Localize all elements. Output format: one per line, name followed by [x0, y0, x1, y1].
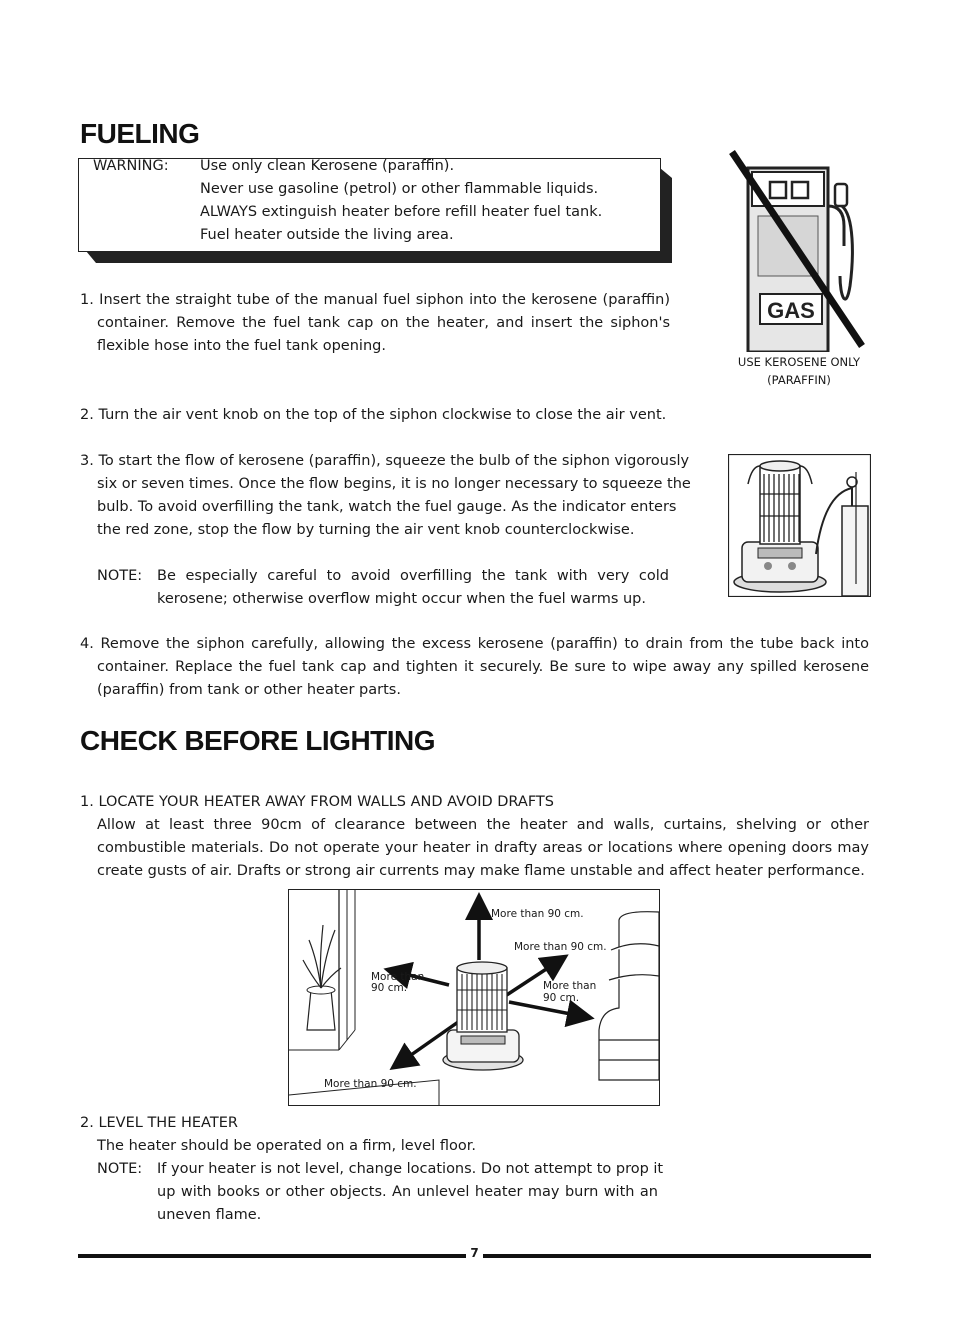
clearance-label-upper-right: More than 90 cm. [514, 941, 607, 953]
item-text: The heater should be operated on a firm, level floor. [97, 1138, 476, 1154]
step-text: (paraffin) from tank or other heater parts. [97, 682, 401, 698]
note-text: up with books or other objects. An unlevel heater may burn with an [157, 1184, 658, 1200]
gas-sign-text: GAS [767, 298, 815, 323]
step-text: flexible hose into the fuel tank opening. [97, 338, 386, 354]
pump-caption [722, 353, 876, 389]
item-heading: 2. LEVEL THE HEATER [80, 1115, 238, 1131]
warning-box-shadow [660, 168, 672, 263]
warning-line: Never use gasoline (petrol) or other flammable liquids. [200, 181, 599, 197]
item-text: create gusts of air. Drafts or strong air currents may make flame unstable and affect heater performance. [97, 863, 865, 879]
step-text: the red zone, stop the flow by turning the air vent knob counterclockwise. [97, 522, 635, 538]
step-text: 4. Remove the siphon carefully, allowing the excess kerosene (paraffin) to drain from the tube back into [80, 636, 869, 652]
clearance-label-left: More than [371, 971, 425, 983]
note-text: If your heater is not level, change locations. Do not attempt to prop it [157, 1161, 664, 1177]
check-title: CHECK BEFORE LIGHTING [80, 725, 436, 756]
item-text: Allow at least three 90cm of clearance between the heater and walls, curtains, shelving or other [97, 817, 869, 833]
clearance-figure-drawing [289, 890, 659, 1105]
pump-caption-line: (PARAFFIN) [767, 373, 831, 387]
warning-line: Fuel heater outside the living area. [200, 227, 454, 243]
warning-line: ALWAYS extinguish heater before refill heater fuel tank. [200, 204, 603, 220]
note-text: Be especially careful to avoid overfilling the tank with very cold [157, 568, 669, 584]
step-text: six or seven times. Once the flow begins, it is no longer necessary to squeeze the [97, 476, 691, 492]
step-text: 3. To start the flow of kerosene (paraffin), squeeze the bulb of the siphon vigorously [80, 453, 690, 469]
warning-label: WARNING: [93, 158, 169, 174]
clearance-label-top: More than 90 cm. [491, 908, 584, 920]
item-text: combustible materials. Do not operate your heater in drafty areas or locations where opening doors may [97, 840, 869, 856]
no-gasoline-pump-illustration [722, 146, 872, 352]
note-label: NOTE: [97, 1161, 143, 1177]
fueling-title: FUELING [80, 118, 200, 149]
step-text: container. Replace the fuel tank cap and tighten it securely. Be sure to wipe away any spilled kerosene [97, 659, 869, 675]
footer-rule-right [483, 1254, 871, 1258]
note-text: uneven flame. [157, 1207, 262, 1223]
clearance-label-right: 90 cm. [543, 992, 580, 1004]
item-heading: 1. LOCATE YOUR HEATER AWAY FROM WALLS AND AVOID DRAFTS [80, 794, 554, 810]
warning-line: Use only clean Kerosene (paraffin). [200, 158, 455, 174]
pump-caption-line: USE KEROSENE ONLY [737, 355, 861, 369]
footer-rule-left [78, 1254, 466, 1258]
step-text: 1. Insert the straight tube of the manual fuel siphon into the kerosene (paraffin) [80, 292, 670, 308]
note-label: NOTE: [97, 568, 143, 584]
clearance-label-left: 90 cm. [371, 982, 408, 994]
note-text: kerosene; otherwise overflow might occur when the fuel warms up. [157, 591, 646, 607]
clearance-label-right: More than [543, 980, 597, 992]
step-text: container. Remove the fuel tank cap on the heater, and insert the siphon's [97, 315, 670, 331]
warning-box-shadow-bottom [86, 251, 672, 263]
step-text: bulb. To avoid overfilling the tank, watch the fuel gauge. As the indicator enters [97, 499, 677, 515]
clearance-figure [288, 889, 660, 1106]
clearance-label-bottom: More than 90 cm. [324, 1078, 417, 1090]
page-number: 7 [470, 1246, 479, 1260]
heater-siphon-illustration [728, 454, 871, 597]
step-text: 2. Turn the air vent knob on the top of the siphon clockwise to close the air vent. [80, 407, 667, 423]
